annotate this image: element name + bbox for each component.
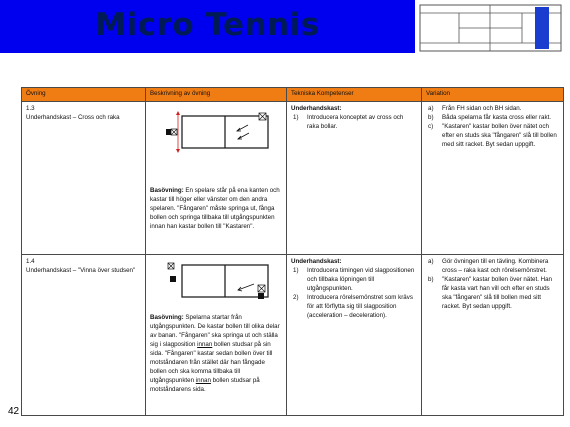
table-header-row [22,88,564,102]
column-header: Beskrivning av övning [146,88,287,102]
exercise-name: Underhandskast – "Vinna över studsen" [26,266,136,274]
exercise-number: 1.3 [26,105,35,112]
column-header: Variation [422,88,564,102]
competence-cell [287,255,422,416]
list-item: 2) Introducera rörelsemönstret som krävs för att förflytta sig till slagposition (acceleration – deceleration). [293,293,413,319]
list-item: c) "Kastaren" kastar bollen över nätet och efter en studs ska "fångaren" slå till bollen med sitt racket. Byt sedan uppgift. [428,122,557,148]
variation-cell [422,102,564,255]
competence-heading: Underhandskast: [291,258,342,265]
column-header: Övning [22,88,146,102]
page-number: 42 [8,406,20,417]
list-item: a) Gör övningen till en tävling. Kombinera cross – raka kast och rörelsemönstret. [428,258,549,274]
exercise-cell [22,102,146,255]
list-item: 1) Introducera konceptet av cross och raka bollar. [293,113,404,130]
competence-list [291,267,417,321]
description-label: Basövning: [150,187,184,194]
exercise-number: 1.4 [26,258,35,265]
list-item: b) Båda spelarna får kasta cross eller rakt. [428,113,552,121]
description-cell [146,102,287,255]
variation-cell [422,255,564,416]
exercise-table [21,87,564,416]
list-item: b) "Kastaren" kastar bollen över nätet. Han får kasta vart han vill och efter en studs ska "fångaren" slå till bollen med sitt racket. Byt sedan uppgift. [428,275,552,310]
description-cell: Basövning: Spelarna startar från utgångspunkten. De kastar bollen till olika delar av banan. "Fångaren" ska springa ut och ställa sig i slagposition innan bollen studsar på sin sida. "Fångaren" kastar sedan bollen över till motståndaren från stället där han fångade bollen och ska komma tillbaka till utgångspunkten innan bollen studsar på motståndarens sida. [146,255,287,416]
competence-cell [287,102,422,255]
page-title: Micro Tennis [95,7,320,43]
list-item: a) Från FH sidan och BH sidan. [428,105,522,112]
court-diagram-icon [162,260,272,302]
column-header: Tekniska Kompetenser [287,88,422,102]
competence-list [291,114,417,132]
description-label: Basövning: [150,314,184,321]
court-diagram-icon [162,111,272,153]
table-row [22,102,564,255]
variation-list [426,105,559,150]
tennis-court-logo-icon [419,3,562,53]
table-row [22,255,564,416]
exercise-cell [22,255,146,416]
exercise-name: Underhandskast – Cross och raka [26,113,120,121]
description-text: En spelare står på ena kanten och kastar till höger eller vänster om den andra spelaren. "Fångaren" måste springa ut, fånga bollen och springa tillbaka till utgångspunkten innan han kastar bollen till "Kastaren". [150,187,280,230]
variation-list [426,258,559,312]
list-item: 1) Introducera timingen vid slagpositionen och tillbaka löpningen till utgångspunkten. [293,266,415,292]
competence-heading: Underhandskast: [291,105,342,112]
